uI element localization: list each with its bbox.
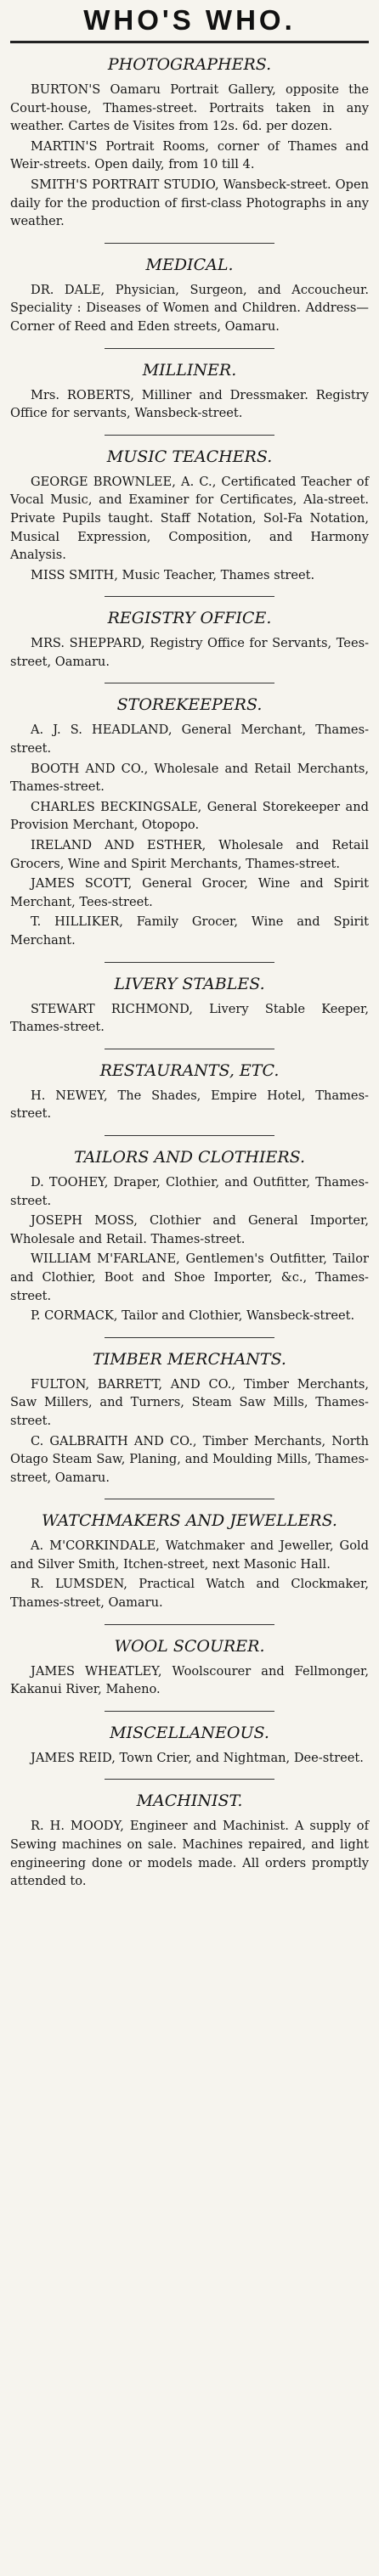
directory-entry: MARTIN'S Portrait Rooms, corner of Thames and Weir-streets. Open daily, from 10 till 4.	[10, 138, 369, 172]
section-heading: MISCELLANEOUS.	[110, 1723, 269, 1742]
directory-section	[10, 963, 369, 1049]
directory-entry: STEWART RICHMOND, Livery Stable Keeper, Thames-street.	[10, 1001, 369, 1035]
directory-entry: JAMES SCOTT, General Grocer, Wine and Spirit Merchant, Tees-street.	[10, 876, 369, 909]
directory-section	[10, 1338, 369, 1500]
section-heading: TAILORS AND CLOTHIERS.	[73, 1147, 306, 1167]
directory-section	[10, 349, 369, 436]
directory-entry: JAMES REID, Town Crier, and Nightman, Dee-street.	[31, 1750, 364, 1765]
directory-entry: R. LUMSDEN, Practical Watch and Clockmaker, Thames-street, Oamaru.	[10, 1577, 369, 1611]
directory-entry: C. GALBRAITH AND CO., Timber Merchants, North Otago Steam Saw, Planing, and Moulding Mills, Thames-street, Oamaru.	[10, 1433, 369, 1485]
directory-entry: A. M'CORKINDALE, Watchmaker and Jeweller, Gold and Silver Smith, Itchen-street, next Masonic Hall.	[10, 1538, 369, 1572]
section-heading: STOREKEEPERS.	[116, 695, 263, 715]
section-heading: TIMBER MERCHANTS.	[93, 1349, 286, 1369]
section-heading: MACHINIST.	[136, 1791, 243, 1811]
section-heading: WOOL SCOURER.	[114, 1636, 265, 1656]
section-heading: PHOTOGRAPHERS.	[107, 55, 272, 74]
directory-section	[10, 436, 369, 598]
directory-entry: MISS SMITH, Music Teacher, Thames street.	[31, 567, 315, 582]
section-heading: MILLINER.	[142, 360, 237, 380]
directory-entry: JOSEPH MOSS, Clothier and General Importer, Wholesale and Retail. Thames-street.	[10, 1213, 369, 1246]
directory-entry: IRELAND AND ESTHER, Wholesale and Retail Grocers, Wine and Spirit Merchants, Thames-street.	[10, 838, 369, 871]
section-heading: MUSIC TEACHERS.	[106, 447, 273, 466]
directory-entry: BOOTH AND CO., Wholesale and Retail Merchants, Thames-street.	[10, 761, 369, 795]
directory-section	[10, 43, 369, 244]
directory-entry: P. CORMACK, Tailor and Clothier, Wansbeck-street.	[31, 1308, 355, 1324]
directory-entry: A. J. S. HEADLAND, General Merchant, Thames-street.	[10, 723, 369, 756]
section-heading: RESTAURANTS, ETC.	[99, 1060, 280, 1080]
directory-section	[10, 244, 369, 349]
directory-entry: CHARLES BECKINGSALE, General Storekeeper and Provision Merchant, Otopopo.	[10, 799, 369, 833]
directory-entry: MRS. SHEPPARD, Registry Office for Servants, Tees-street, Oamaru.	[10, 636, 369, 669]
section-heading: REGISTRY OFFICE.	[107, 609, 272, 628]
directory-entry: H. NEWEY, The Shades, Empire Hotel, Thames-street.	[10, 1088, 369, 1122]
section-heading: LIVERY STABLES.	[114, 974, 265, 993]
directory-section	[10, 1712, 369, 1780]
directory-section	[10, 1780, 369, 1890]
directory-entry: FULTON, BARRETT, AND CO., Timber Merchants, Saw Millers, and Turners, Steam Saw Mills, Thames-street.	[10, 1376, 369, 1428]
page-title: WHO'S WHO.	[83, 4, 296, 36]
section-heading: MEDICAL.	[145, 255, 234, 274]
directory-entry: WILLIAM M'FARLANE, Gentlemen's Outfitter, Tailor and Clothier, Boot and Shoe Importer, &c., Thames-street.	[10, 1251, 369, 1303]
directory-sections	[10, 43, 369, 1891]
directory-entry: Mrs. ROBERTS, Milliner and Dressmaker. Registry Office for servants, Wansbeck-street.	[10, 387, 369, 421]
directory-section	[10, 1625, 369, 1712]
directory-entry: JAMES WHEATLEY, Woolscourer and Fellmonger, Kakanui River, Maheno.	[10, 1663, 369, 1697]
section-heading: WATCHMAKERS AND JEWELLERS.	[42, 1511, 337, 1531]
directory-entry: DR. DALE, Physician, Surgeon, and Accoucheur. Speciality : Diseases of Women and Children. Address—Corner of Reed and Eden streets, Oamaru.	[10, 282, 369, 334]
directory-entry: SMITH'S PORTRAIT STUDIO, Wansbeck-street. Open daily for the production of first-class Photographs in any weather.	[10, 177, 369, 229]
directory-section	[10, 1136, 369, 1338]
directory-entry: BURTON'S Oamaru Portrait Gallery, opposite the Court-house, Thames-street. Portraits taken in any weather. Cartes de Visites from 12s. 6d. per dozen.	[10, 82, 369, 134]
directory-entry: D. TOOHEY, Draper, Clothier, and Outfitter, Thames-street.	[10, 1174, 369, 1208]
directory-section	[10, 1499, 369, 1624]
directory-entry: GEORGE BROWNLEE, A. C., Certificated Teacher of Vocal Music, and Examiner for Certificates, Ala-street. Private Pupils taught. Staff Notation, Sol-Fa Notation, Musical Expression, Composition, and Harmony Analysis.	[10, 474, 369, 563]
directory-section	[10, 1049, 369, 1136]
directory-entry: R. H. MOODY, Engineer and Machinist. A supply of Sewing machines on sale. Machines repaired, and light engineering done or models made. All orders promptly attended to.	[10, 1819, 369, 1889]
directory-section	[10, 597, 369, 683]
directory-section	[10, 683, 369, 962]
directory-entry: T. HILLIKER, Family Grocer, Wine and Spirit Merchant.	[10, 914, 369, 948]
